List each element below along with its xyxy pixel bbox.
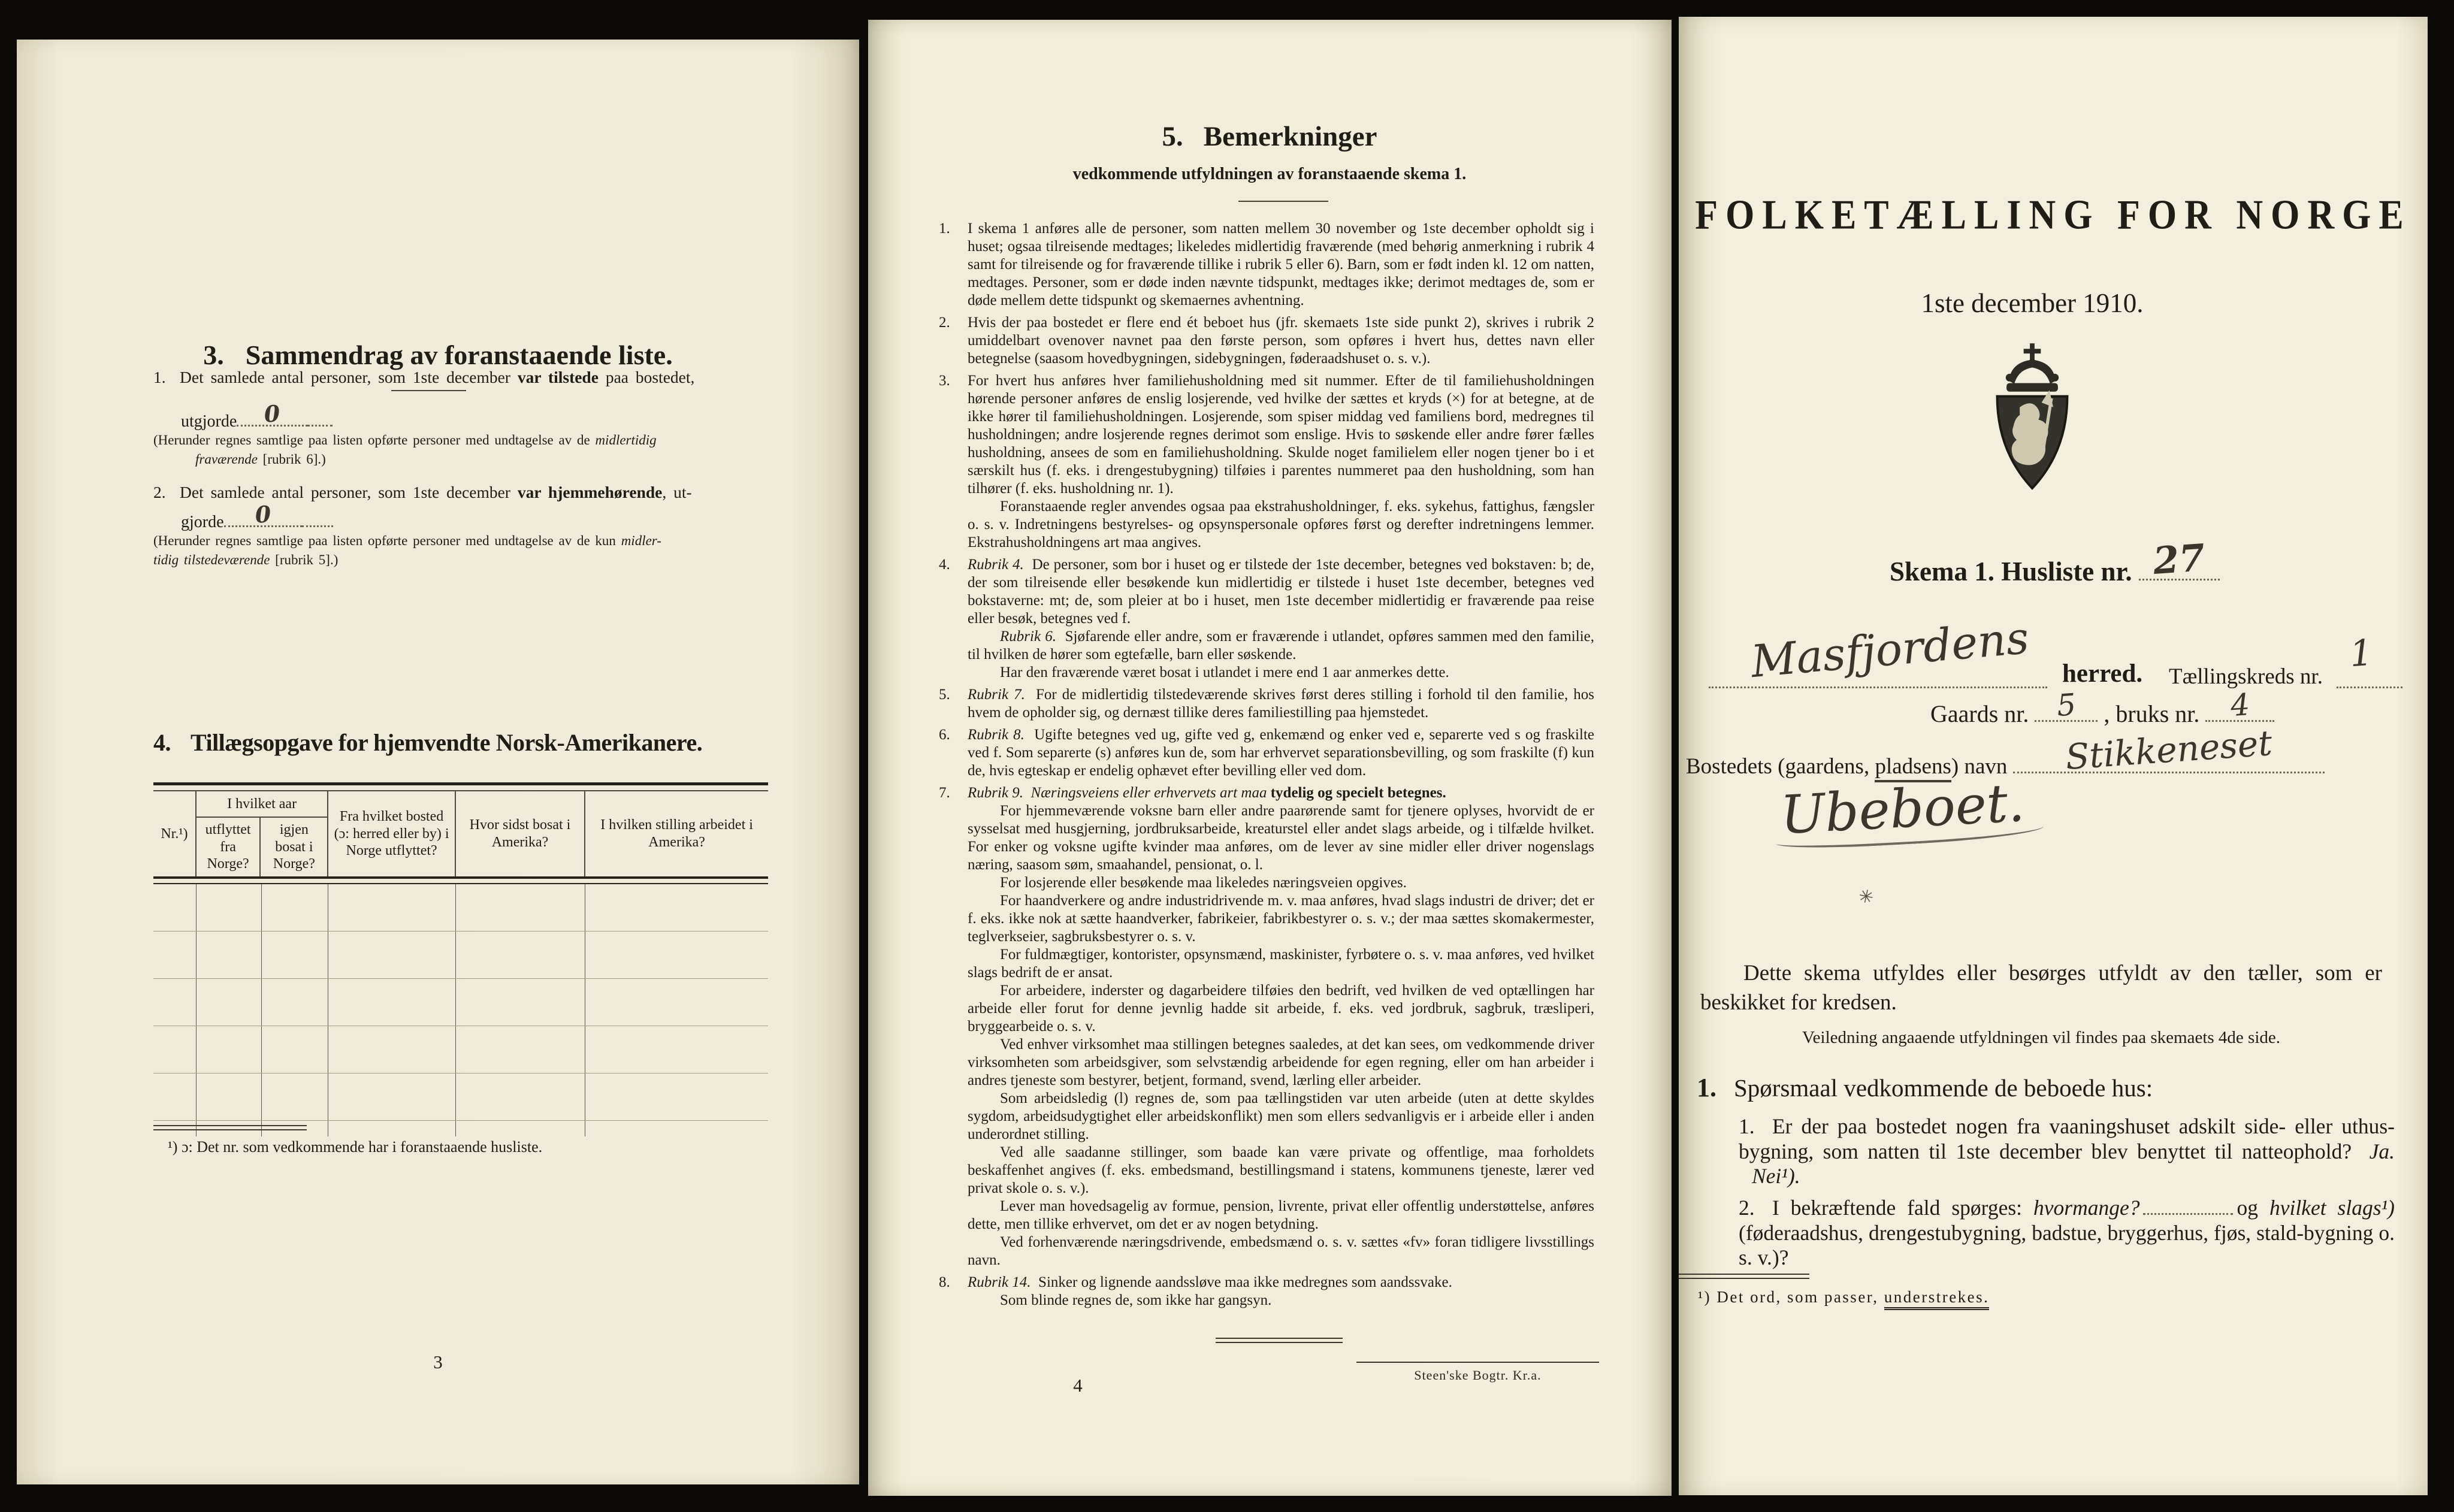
printer-rule [1356, 1362, 1599, 1363]
skema-label: Skema 1. Husliste nr. [1890, 557, 2132, 586]
remark-paragraph: I skema 1 anføres alle de personer, som natten mellem 30 november og 1ste december opholdt sig i huset; ogsaa tilreisende medtages; likeledes midlertidig fraværende (med behørig anmerkning i rubrik 4 samt for tilreisende og for fraværende tillike i rubrik 5 eller 6). Barn, som er født inden kl. 12 om natten, medtages. Personer, som er døde inden nævnte tidspunkt, medtages ikke; derimot medtages de, som er døde mellem dette tidspunkt og skemaernes avhentning. [968, 220, 1594, 309]
question-2: 2. I bekræftende fald spørges: hvormange? og hvilket slags¹) (føderaadshus, drengestubygning, badstue, bryggerhus, fjøs, stald-bygning o. s. v.)? [1739, 1196, 2395, 1269]
remark-paragraph: Hvis der paa bostedet er flere end ét beboet hus (jfr. skemaets 1ste side punkt 2), skrives i rubrik 2 umiddelbart ovenover navnet paa den første person, som opføres i hvert hus, dettes navn eller betegnelse (saasom hovedbygningen, sidebygningen, føderaadshuset o. s. v.). [968, 315, 1594, 367]
gaards-bruks-line [1930, 687, 2274, 728]
summary-item2-line [153, 483, 750, 502]
remark-paragraph: Rubrik 14. Sinker og lignende aandssløve maa ikke medregnes som aandssvake. [968, 1274, 1452, 1290]
summary-item1-fill [153, 400, 750, 431]
remarks-subtitle: vedkommende utfyldningen av foranstaaende skema 1. [1072, 165, 1467, 183]
remark-paragraph: For losjerende eller besøkende maa likeledes næringsveien opgives. [1000, 875, 1407, 891]
remark-number: 7. [939, 785, 950, 801]
item1-handwritten-value: 0 [263, 400, 282, 428]
skema-husliste-line [1890, 536, 2220, 587]
remark-number: 1. [939, 220, 950, 237]
filled-by-note: Dette skema utfyldes eller besørges utfyldt av den tæller, som er beskikket for kredsen. [1700, 961, 2382, 1015]
item1-fill-dotline2 [307, 425, 333, 427]
remark-paragraph: Lever man hovedsagelig av formue, pension, livrente, privat eller offentlig understøttelse, anføres dette, men tillike erhvervet, om det er av nogen betydning. [968, 1198, 1594, 1232]
tellingskreds-handwritten: 1 [2348, 631, 2374, 676]
table-row [153, 884, 768, 932]
section3-title: Sammendrag av foranstaaende liste. [245, 340, 673, 370]
footnote-separator [153, 1125, 307, 1130]
remark-item-3 [939, 372, 1594, 552]
remark-paragraph: Rubrik 7. For de midlertidig tilstedeværende skrives først deres stilling i forhold til den familie, hos hvem de opholder sig, og dernæst tillike deres familiestilling paa hjemstedet. [968, 687, 1595, 721]
col-group-aar-label: I hvilket aar [197, 791, 328, 818]
census-title: FOLKETÆLLING FOR NORGE [1695, 192, 2411, 238]
remark-paragraph: Rubrik 4. De personer, som bor i huset og er tilstede der 1ste december, betegnes ved bokstaven: b; de, der som tilreisende eller besøkende kun midlertidig er tilstede i huset 1ste december, betegnes ved bokstaverne: mt; de, som pleier at bo i huset, men 1ste december midlertidig er fraværende paa reise eller besøk, betegnes ved f. [968, 557, 1595, 627]
bosted-label-end: ) navn [1951, 754, 2008, 779]
census-date: 1ste december 1910. [1921, 288, 2144, 318]
col-header-utflyttet: utflyttet fra Norge? [197, 818, 261, 876]
item2-text: Det samlede antal personer, som 1ste december [180, 483, 518, 501]
remark-item-4 [939, 556, 1595, 682]
col-header-stilling: I hvilken stilling arbeidet i Amerika? [600, 817, 753, 850]
remark-number: 4. [939, 557, 950, 573]
remark-paragraph: Rubrik 8. Ugifte betegnes ved ug, gifte ved g, enkemænd og enker ved e, separerte ved s og fraskilte ved f. Som separerte (s) anføres kun de, som har erhvervet separationsbevilling, og som fraskilte (f) kun de, hvis egteskap er endelig ophævet efter bevilling eller ved dom. [968, 727, 1594, 779]
tellingskreds-dotline [2337, 687, 2402, 688]
question-2-text: I bekræftende fald spørges: [1772, 1196, 2034, 1220]
summary-item1-note: (Herunder regnes samtlige paa listen opførte personer med undtagelse av de midlertidig [153, 433, 657, 447]
section4-heading [153, 728, 702, 757]
table-row [153, 932, 768, 979]
question-2-hvilket-slags: hvilket slags¹) [2269, 1196, 2395, 1220]
item1-fill-dotline [237, 400, 307, 428]
rubrik-lead: Rubrik 9. [968, 785, 1024, 801]
remark-paragraph: Har den fraværende været bosat i utlandet i mere end 1 aar anmerkes dette. [1000, 664, 1449, 681]
page-middle-remarks [868, 20, 1672, 1496]
left-footnote: ¹) ɔ: Det nr. som vedkommende har i foranstaaende husliste. [168, 1138, 543, 1156]
right-footnote: ¹) Det ord, som passer, understrekes. [1698, 1288, 1989, 1307]
remark-number: 5. [939, 687, 950, 703]
remark-paragraph: For fuldmægtiger, kontorister, opsynsmænd, maskinister, fyrbøtere o. s. v. maa anføres, ved hvilket slags bedrift de er ansat. [968, 946, 1594, 981]
printer-name: Steen'ske Bogtr. Kr.a. [1414, 1368, 1542, 1383]
rubrik-lead: Rubrik 8. [968, 727, 1024, 743]
remark-paragraph: Ved enhver virksomhet maa stillingen betegnes saaledes, at det kan sees, om vedkommende driver virksomheten som arbeidsgiver, som selvstændig arbeidende for egen regning, eller om han arbeider i andres tjeneste som bestyrer, betjent, formand, svend, lærling eller arbeider. [968, 1036, 1594, 1088]
remarks-heading [928, 120, 1611, 153]
remark-item-2 [939, 314, 1594, 368]
table-row [153, 979, 768, 1026]
remark-number: 8. [939, 1274, 950, 1290]
gaards-dotline [2035, 687, 2098, 724]
rubrik-lead: Rubrik 7. [968, 687, 1025, 703]
ubeboet-handwritten: Ubeboet. [1773, 770, 2044, 851]
section3-heading [17, 339, 859, 371]
summary-item1-line [153, 368, 750, 387]
remarks-divider [1238, 201, 1328, 202]
section4-title: Tillægsopgave for hjemvendte Norsk-Amerikanere. [191, 729, 703, 756]
bosted-label-underlined: pladsens [1875, 754, 1951, 782]
remark-paragraph: For haandverkere og andre industridrivende m. v. maa anføres, hvad slags industri de driver; det er f. eks. ikke nok at sætte haandverker, fabrikeier, fabrikbestyrer o. s. v.; der maa sættes skomakermester, teglverkseier, sagbruksbestyrer o. s. v. [968, 893, 1594, 945]
question-1 [1739, 1114, 2395, 1189]
remark-paragraph: Ved alle saadanne stillinger, som baade kan være private og offentlige, maa forholdets beskaffenhet angives (f. eks. embedsmand, bestillingsmand i statens, kommunens tjeneste, lærer ved privat skole o. s. v.). [968, 1144, 1594, 1196]
coat-of-arms-icon [1679, 340, 2386, 496]
bosted-handwritten: Stikkeneset [2064, 722, 2274, 778]
understrekes-underlined: understrekes. [1884, 1288, 1990, 1310]
section3-divider [391, 390, 466, 391]
remark-item-7 [939, 784, 1594, 1269]
remark-number: 6. [939, 727, 950, 743]
item1-bold: var tilstede [517, 368, 599, 386]
bosted-label: Bostedets (gaardens, [1686, 754, 1875, 779]
item2-fill-label: gjorde [181, 513, 224, 531]
item1-number: 1. [153, 368, 166, 386]
remark-item-1 [939, 220, 1594, 310]
rubrik-lead: Rubrik 4. [968, 557, 1024, 573]
herred-label: herred. [2062, 660, 2143, 688]
remark-paragraph: Som arbeidsledig (l) regnes de, som paa tællingstiden var uten arbeide (uten at dette skyldes sygdom, arbeidsudygtighet eller arbeidskonflikt) men som ellers sedvanligvis er i arbeide eller i anden underordnet stilling. [968, 1090, 1594, 1142]
remark-paragraph: Rubrik 6. Sjøfarende eller andre, som er fraværende i utlandet, opføres sammen med den familie, til hvilken de hører som egtefælle, barn eller søskende. [968, 628, 1594, 663]
rubrik-lead: Rubrik 14. [968, 1274, 1031, 1290]
item2-bold: var hjemmehørende [517, 483, 663, 501]
bruks-label: , bruks nr. [2104, 700, 2200, 727]
item1-text: Det samlede antal personer, som 1ste december [180, 368, 518, 386]
tellingskreds-label: Tællingskreds nr. [2169, 664, 2323, 689]
remark-number: 3. [939, 373, 950, 389]
gaards-nr-handwritten: 5 [2056, 687, 2077, 724]
section3-number: 3. [203, 340, 224, 370]
rubrik-lead: Rubrik 6. [1000, 628, 1057, 645]
remark-paragraph: Rubrik 9. Næringsveiens eller erhvervets art maa tydelig og specielt betegnes. [968, 785, 1446, 801]
summary-item1-note2: fraværende [rubrik 6].) [195, 452, 326, 467]
table-row [153, 1073, 768, 1121]
page-left-summary [17, 40, 859, 1484]
husliste-nr-dotline [2139, 536, 2220, 583]
remark-paragraph: Ved forhenværende næringsdrivende, embedsmænd o. s. v. sættes «fv» foran tidligere livsstillings navn. [968, 1234, 1594, 1268]
question-2-dotline [2143, 1213, 2233, 1215]
remarks-title: Bemerkninger [1203, 121, 1377, 152]
remark-paragraph: For arbeidere, inderster og dagarbeidere tilføies den bedrift, ved hvilken de ved optællingen har arbeide eller forut for denne jevnlig hadde sit arbeide, f. eks. ved jordbruk, sagbruk, træsliperi, bryggearbeide o. s. v. [968, 982, 1594, 1035]
item2-number: 2. [153, 483, 166, 501]
item2-text-end: , ut- [662, 483, 692, 501]
summary-item2-fill [153, 500, 750, 532]
bosted-dotline [2013, 722, 2325, 778]
summary-item2-note: (Herunder regnes samtlige paa listen opførte personer med undtagelse av de kun midler- [153, 533, 661, 548]
remark-paragraph: For hjemmeværende voksne barn eller andre paarørende samt for tjenere oplyses, hvorvidt de er sysselsat med husgjerning, jordbruksarbeide, kreaturstel eller andet slags arbeide, og i tilfælde hvilket. For enker og voksne ugifte kvinder maa anføres, om de lever av sine midler eller driver nogenslags næring, saasom søm, smaahandel, pensionat, o. l. [968, 803, 1594, 873]
table-body [153, 884, 768, 1136]
left-page-number: 3 [433, 1351, 443, 1372]
veiledning-note: Veiledning angaaende utfyldningen vil findes paa skemaets 4de side. [1802, 1028, 2281, 1047]
remarks-end-divider [1216, 1338, 1343, 1343]
question-1-nei: Nei¹). [1752, 1164, 1800, 1188]
section4-number: 4. [153, 729, 171, 756]
herred-line [1709, 612, 2404, 700]
item1-fill-label: utgjorde [181, 412, 237, 431]
table-top-rule [153, 782, 768, 791]
printer-imprint [1356, 1362, 1599, 1383]
remark-paragraph: For hvert hus anføres hver familiehusholdning med sit nummer. Efter de til familiehusholdningen hørende personer anføres de enslig losjerende, ved hvilke der sættes et kryds (×) for at betegne, at de ikke hører til familiehusholdningen. Losjerende, som spiser middag ved familiens bord, medregnes til husholdningen; andre losjerende regnes derimot som enslige. Hvis to søskende eller andre fører fælles husholdning, ansees de som en familiehusholdning. Skulde noget familielem eller nogen tjener bo i et særskilt hus (f. eks. i drengestubygning) tilføies i parentes nummeret paa den husholdning, som han tilhører (f. eks. husholdning nr. 1). [968, 373, 1594, 497]
question-1-number: 1. [1739, 1114, 1755, 1138]
col-header-sidst: Hvor sidst bosat i Amerika? [456, 791, 585, 876]
question-2-hvormange: hvormange? [2033, 1196, 2140, 1220]
question-1-ja: Ja. [2369, 1139, 2395, 1163]
table-header [153, 791, 768, 876]
herred-handwritten: Masfjordens [1749, 612, 2031, 688]
remark-item-6 [939, 726, 1594, 780]
husliste-nr-handwritten: 27 [2151, 536, 2207, 583]
remarks-number: 5. [1162, 121, 1183, 152]
remark-paragraph: Foranstaaende regler anvendes ogsaa paa ekstrahusholdninger, f. eks. sykehus, fattighus, fængsler o. s. v. Indretningens bestyrelses- og opsynspersonale opføres først og derefter indretningens lemmer. Ekstrahusholdningens art maa angives. [968, 498, 1594, 551]
remark-item-5 [939, 686, 1595, 722]
item2-handwritten-value: 0 [253, 500, 272, 528]
question-2-number: 2. [1739, 1196, 1755, 1220]
remark-paragraph: Som blinde regnes de, som ikke har gangsyn. [1000, 1292, 1272, 1308]
middle-page-number: 4 [1073, 1375, 1083, 1396]
item2-fill-dotline2 [302, 525, 333, 527]
page-right-cover [1679, 17, 2428, 1495]
bruks-dotline [2205, 687, 2274, 724]
table-header-rule [153, 876, 768, 884]
question-1-text: Er der paa bostedet nogen fra vaaningshuset adskilt side- eller uthus-bygning, som natten til 1ste december blev benyttet til natteophold? [1739, 1114, 2395, 1163]
remarks-body [939, 220, 1595, 1314]
col-header-igjen: igjen bosat i Norge? [273, 821, 315, 872]
remark-number: 2. [939, 315, 950, 331]
questions-heading-number: 1. [1697, 1073, 1716, 1102]
col-header-nr: Nr.¹) [153, 791, 197, 876]
col-group-aar [197, 791, 329, 876]
right-footnote-separator [1679, 1274, 1809, 1279]
item1-text-end: paa bostedet, [598, 368, 695, 386]
question-2-rest: (føderaadshus, drengestubygning, badstue, bryggerhus, fjøs, stald-bygning o. s. v.)? [1739, 1220, 2395, 1269]
table-row [153, 1026, 768, 1073]
questions-heading [1697, 1072, 2153, 1103]
norsk-amerikanere-table [153, 782, 768, 1136]
remark-item-8 [939, 1274, 1594, 1310]
gaards-label: Gaards nr. [1930, 700, 2029, 727]
summary-item2-note2: tidig tilstedeværende [rubrik 5].) [153, 552, 339, 567]
item2-fill-dotline [224, 500, 302, 528]
col-header-bosted: Fra hvilket bosted (ɔ: herred eller by) i Norge utflyttet? [328, 791, 455, 876]
questions-heading-text: Spørsmaal vedkommende de beboede hus: [1734, 1074, 2153, 1102]
bruks-nr-handwritten: 4 [2229, 687, 2251, 724]
flourish-mark-icon: ✳ [1856, 885, 1876, 909]
